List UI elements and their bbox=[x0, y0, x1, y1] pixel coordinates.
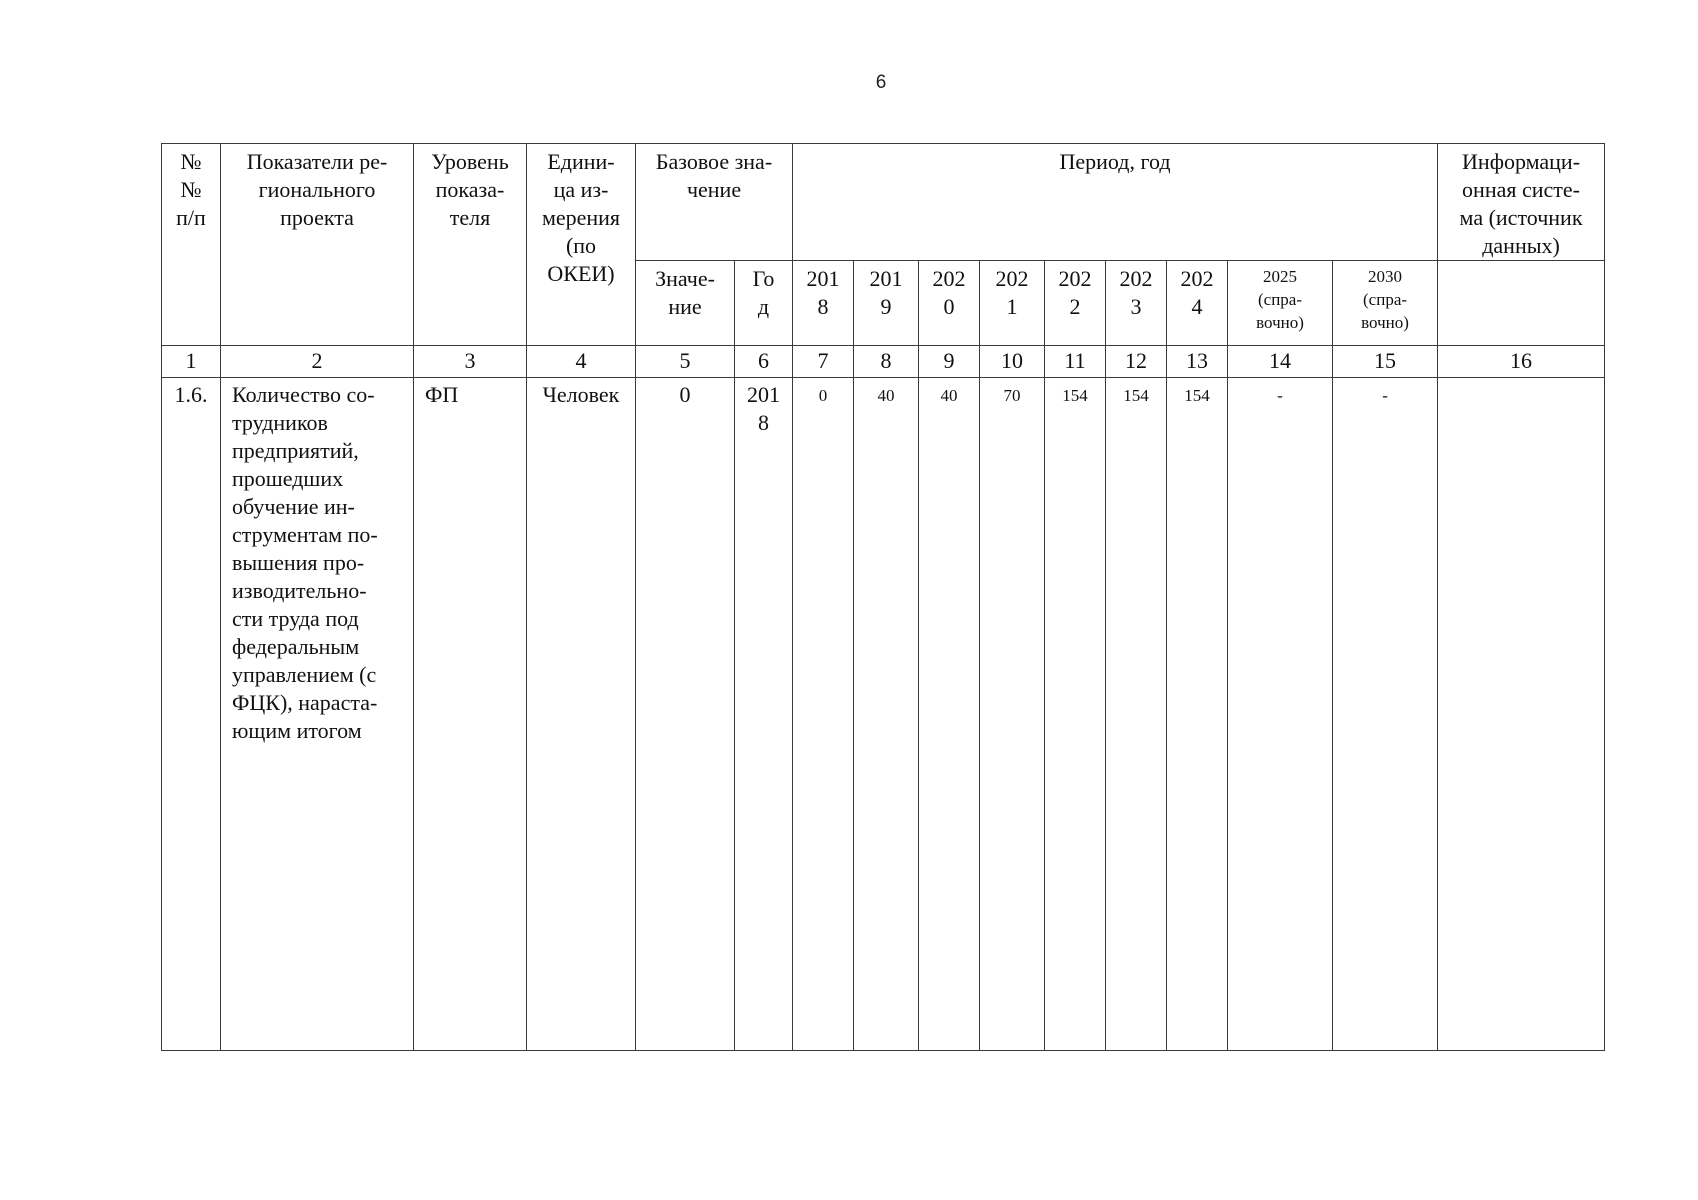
header-row-top bbox=[162, 144, 1605, 261]
header-col-unit: Едини- ца из- мерения (по ОКЕИ) bbox=[527, 144, 636, 346]
column-number: 7 bbox=[793, 346, 854, 378]
row-number: 1.6. bbox=[162, 378, 221, 1051]
header-info-empty bbox=[1438, 261, 1605, 346]
column-number: 5 bbox=[636, 346, 735, 378]
row-unit: Человек bbox=[527, 378, 636, 1051]
column-number: 2 bbox=[221, 346, 414, 378]
header-year-2021: 202 1 bbox=[980, 261, 1045, 346]
row-base-value: 0 bbox=[636, 378, 735, 1051]
header-col-no: № № п/п bbox=[162, 144, 221, 346]
row-value-2030: - bbox=[1333, 378, 1438, 1051]
row-value-2022: 154 bbox=[1045, 378, 1106, 1051]
row-indicator-name: Количество со- трудников предприятий, прошедших обучение ин- струментам по- вышения про- изводительно- сти труда под федеральным управлением (с ФЦК), нараста- ющим итогом bbox=[221, 378, 414, 1051]
row-info-system bbox=[1438, 378, 1605, 1051]
indicators-table bbox=[161, 143, 1605, 1051]
column-number: 11 bbox=[1045, 346, 1106, 378]
row-value-2018: 0 bbox=[793, 378, 854, 1051]
row-level: ФП bbox=[414, 378, 527, 1051]
row-value-2020: 40 bbox=[919, 378, 980, 1051]
header-year-2019: 201 9 bbox=[854, 261, 919, 346]
column-number: 14 bbox=[1228, 346, 1333, 378]
row-value-2024: 154 bbox=[1167, 378, 1228, 1051]
header-col-period: Период, год bbox=[793, 144, 1438, 261]
page-number: 6 bbox=[875, 72, 887, 93]
header-year-2024: 202 4 bbox=[1167, 261, 1228, 346]
header-col-info: Информаци- онная систе- ма (источник данных) bbox=[1438, 144, 1605, 261]
column-number: 10 bbox=[980, 346, 1045, 378]
column-number: 13 bbox=[1167, 346, 1228, 378]
header-col-level: Уровень показа- теля bbox=[414, 144, 527, 346]
header-year-2020: 202 0 bbox=[919, 261, 980, 346]
column-number: 15 bbox=[1333, 346, 1438, 378]
column-number: 16 bbox=[1438, 346, 1605, 378]
row-value-2025: - bbox=[1228, 378, 1333, 1051]
header-year-2030: 2030 (спра- вочно) bbox=[1333, 261, 1438, 346]
column-number: 12 bbox=[1106, 346, 1167, 378]
header-base-year: Го д bbox=[735, 261, 793, 346]
header-year-2022: 202 2 bbox=[1045, 261, 1106, 346]
column-number: 1 bbox=[162, 346, 221, 378]
column-number: 6 bbox=[735, 346, 793, 378]
row-value-2021: 70 bbox=[980, 378, 1045, 1051]
row-base-year: 201 8 bbox=[735, 378, 793, 1051]
header-base-value: Значе- ние bbox=[636, 261, 735, 346]
header-year-2023: 202 3 bbox=[1106, 261, 1167, 346]
header-col-base: Базовое зна- чение bbox=[636, 144, 793, 261]
column-number: 3 bbox=[414, 346, 527, 378]
row-value-2023: 154 bbox=[1106, 378, 1167, 1051]
header-year-2018: 201 8 bbox=[793, 261, 854, 346]
row-value-2019: 40 bbox=[854, 378, 919, 1051]
column-number-row bbox=[162, 346, 1605, 378]
header-year-2025: 2025 (спра- вочно) bbox=[1228, 261, 1333, 346]
column-number: 8 bbox=[854, 346, 919, 378]
header-col-indicator: Показатели ре- гионального проекта bbox=[221, 144, 414, 346]
column-number: 9 bbox=[919, 346, 980, 378]
table-row bbox=[162, 378, 1605, 1051]
column-number: 4 bbox=[527, 346, 636, 378]
